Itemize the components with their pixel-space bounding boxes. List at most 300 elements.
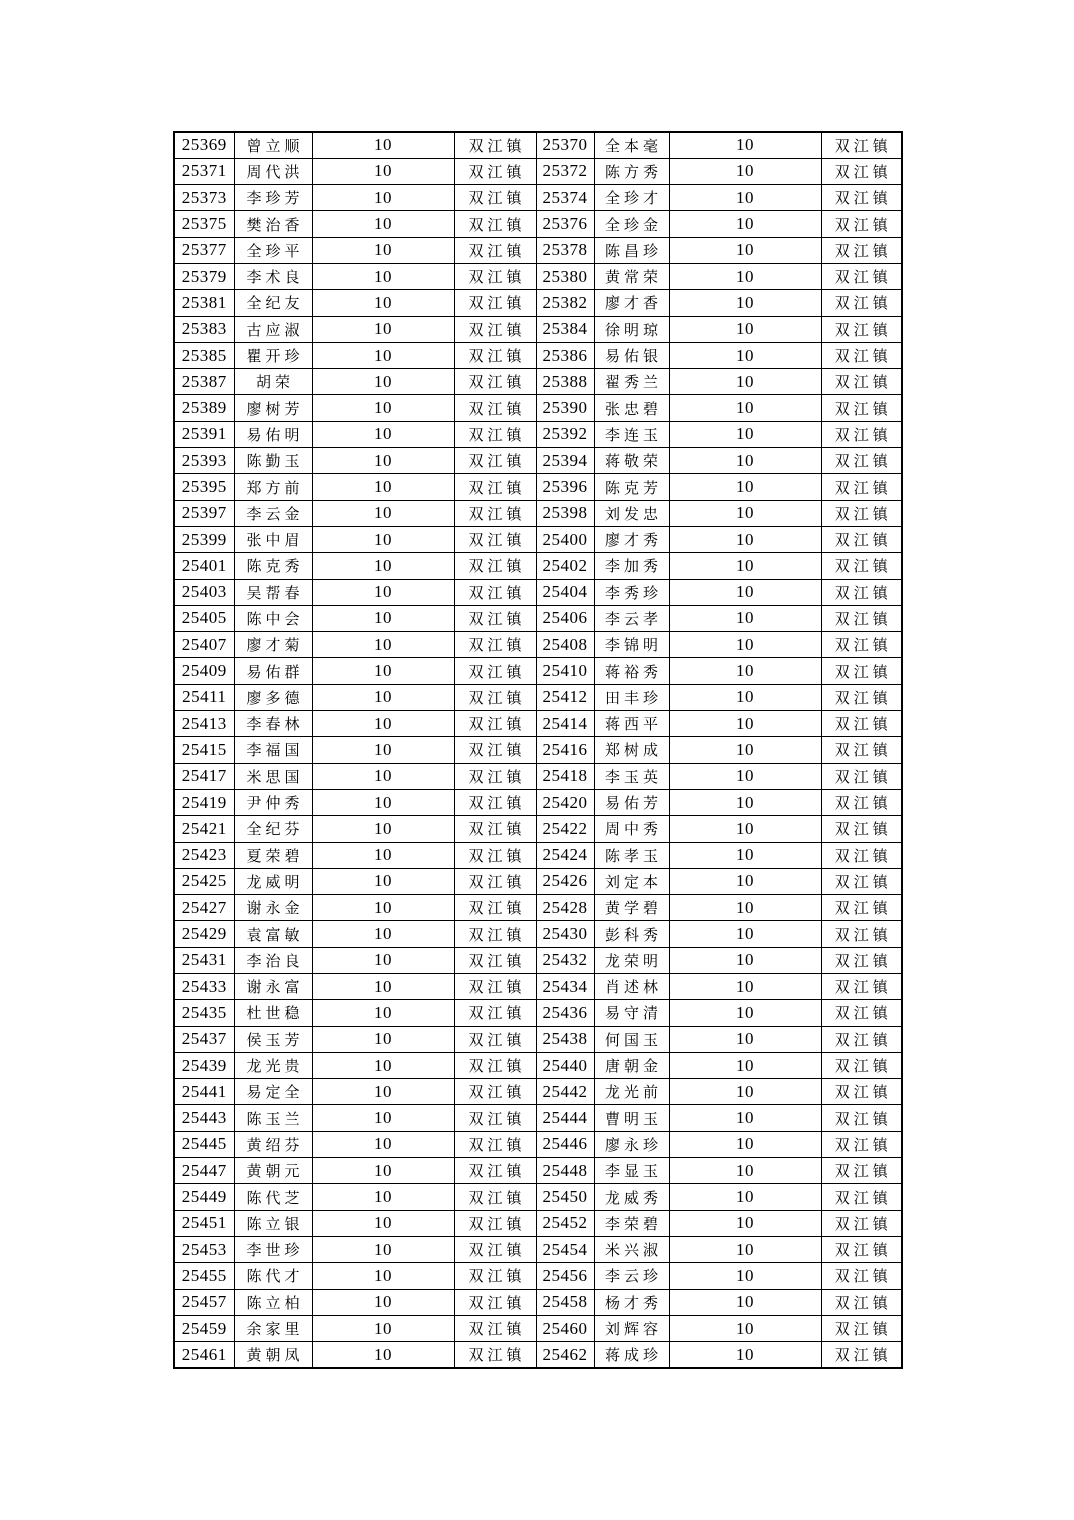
town-cell-right: 双江镇 bbox=[821, 316, 902, 342]
table-row bbox=[174, 895, 902, 921]
score-cell-right: 10 bbox=[669, 1000, 821, 1026]
name-cell-right: 龙威秀 bbox=[594, 1184, 669, 1210]
table-row bbox=[174, 1131, 902, 1157]
serial-number-cell-right: 25454 bbox=[536, 1236, 594, 1262]
serial-number-cell-left: 25425 bbox=[174, 868, 234, 894]
score-cell-right: 10 bbox=[669, 1105, 821, 1131]
serial-number-cell-right: 25446 bbox=[536, 1131, 594, 1157]
name-cell-left: 侯玉芳 bbox=[234, 1026, 312, 1052]
serial-number-cell-right: 25376 bbox=[536, 211, 594, 237]
score-cell-right: 10 bbox=[669, 369, 821, 395]
serial-number-cell-left: 25381 bbox=[174, 290, 234, 316]
town-cell-left: 双江镇 bbox=[454, 1105, 536, 1131]
serial-number-cell-left: 25371 bbox=[174, 158, 234, 184]
table-row bbox=[174, 185, 902, 211]
name-cell-right: 陈方秀 bbox=[594, 158, 669, 184]
score-cell-right: 10 bbox=[669, 290, 821, 316]
name-cell-left: 陈立柏 bbox=[234, 1289, 312, 1315]
serial-number-cell-left: 25391 bbox=[174, 421, 234, 447]
town-cell-left: 双江镇 bbox=[454, 421, 536, 447]
name-cell-right: 翟秀兰 bbox=[594, 369, 669, 395]
serial-number-cell-left: 25437 bbox=[174, 1026, 234, 1052]
serial-number-cell-left: 25405 bbox=[174, 605, 234, 631]
town-cell-left: 双江镇 bbox=[454, 526, 536, 552]
score-cell-left: 10 bbox=[312, 395, 454, 421]
score-cell-left: 10 bbox=[312, 158, 454, 184]
serial-number-cell-left: 25445 bbox=[174, 1131, 234, 1157]
town-cell-right: 双江镇 bbox=[821, 1000, 902, 1026]
serial-number-cell-right: 25370 bbox=[536, 132, 594, 158]
serial-number-cell-right: 25458 bbox=[536, 1289, 594, 1315]
town-cell-left: 双江镇 bbox=[454, 132, 536, 158]
score-cell-left: 10 bbox=[312, 1263, 454, 1289]
score-cell-left: 10 bbox=[312, 237, 454, 263]
town-cell-left: 双江镇 bbox=[454, 185, 536, 211]
town-cell-left: 双江镇 bbox=[454, 500, 536, 526]
score-cell-right: 10 bbox=[669, 789, 821, 815]
serial-number-cell-left: 25399 bbox=[174, 526, 234, 552]
name-cell-left: 李云金 bbox=[234, 500, 312, 526]
score-cell-right: 10 bbox=[669, 395, 821, 421]
score-cell-left: 10 bbox=[312, 1105, 454, 1131]
name-cell-right: 陈克芳 bbox=[594, 474, 669, 500]
table-row bbox=[174, 1026, 902, 1052]
name-cell-right: 李荣碧 bbox=[594, 1210, 669, 1236]
serial-number-cell-right: 25386 bbox=[536, 342, 594, 368]
town-cell-right: 双江镇 bbox=[821, 842, 902, 868]
serial-number-cell-left: 25423 bbox=[174, 842, 234, 868]
score-cell-left: 10 bbox=[312, 816, 454, 842]
serial-number-cell-right: 25436 bbox=[536, 1000, 594, 1026]
table-row bbox=[174, 1263, 902, 1289]
town-cell-left: 双江镇 bbox=[454, 342, 536, 368]
table-row bbox=[174, 737, 902, 763]
score-cell-left: 10 bbox=[312, 605, 454, 631]
score-cell-left: 10 bbox=[312, 684, 454, 710]
name-cell-left: 张中眉 bbox=[234, 526, 312, 552]
name-cell-right: 李显玉 bbox=[594, 1158, 669, 1184]
serial-number-cell-right: 25378 bbox=[536, 237, 594, 263]
table-row bbox=[174, 632, 902, 658]
town-cell-right: 双江镇 bbox=[821, 132, 902, 158]
town-cell-left: 双江镇 bbox=[454, 1210, 536, 1236]
score-cell-right: 10 bbox=[669, 1079, 821, 1105]
score-cell-left: 10 bbox=[312, 842, 454, 868]
town-cell-right: 双江镇 bbox=[821, 1315, 902, 1341]
serial-number-cell-left: 25433 bbox=[174, 974, 234, 1000]
name-cell-right: 徐明琼 bbox=[594, 316, 669, 342]
name-cell-right: 蒋西平 bbox=[594, 711, 669, 737]
name-cell-right: 李锦明 bbox=[594, 632, 669, 658]
serial-number-cell-left: 25439 bbox=[174, 1052, 234, 1078]
town-cell-left: 双江镇 bbox=[454, 842, 536, 868]
name-cell-right: 易佑芳 bbox=[594, 789, 669, 815]
serial-number-cell-right: 25406 bbox=[536, 605, 594, 631]
town-cell-right: 双江镇 bbox=[821, 895, 902, 921]
name-cell-left: 黄绍芬 bbox=[234, 1131, 312, 1157]
serial-number-cell-left: 25409 bbox=[174, 658, 234, 684]
table-row bbox=[174, 474, 902, 500]
serial-number-cell-left: 25447 bbox=[174, 1158, 234, 1184]
serial-number-cell-left: 25441 bbox=[174, 1079, 234, 1105]
town-cell-right: 双江镇 bbox=[821, 1210, 902, 1236]
name-cell-left: 廖树芳 bbox=[234, 395, 312, 421]
name-cell-left: 易佑群 bbox=[234, 658, 312, 684]
score-cell-right: 10 bbox=[669, 737, 821, 763]
name-cell-left: 陈代才 bbox=[234, 1263, 312, 1289]
serial-number-cell-right: 25440 bbox=[536, 1052, 594, 1078]
serial-number-cell-left: 25397 bbox=[174, 500, 234, 526]
name-cell-left: 陈勤玉 bbox=[234, 448, 312, 474]
serial-number-cell-left: 25369 bbox=[174, 132, 234, 158]
name-cell-left: 全纪芬 bbox=[234, 816, 312, 842]
table-row bbox=[174, 842, 902, 868]
town-cell-right: 双江镇 bbox=[821, 263, 902, 289]
town-cell-right: 双江镇 bbox=[821, 868, 902, 894]
name-cell-left: 黄朝凤 bbox=[234, 1342, 312, 1368]
serial-number-cell-right: 25372 bbox=[536, 158, 594, 184]
score-cell-left: 10 bbox=[312, 763, 454, 789]
name-cell-right: 杨才秀 bbox=[594, 1289, 669, 1315]
score-cell-left: 10 bbox=[312, 579, 454, 605]
town-cell-right: 双江镇 bbox=[821, 474, 902, 500]
table-row bbox=[174, 1315, 902, 1341]
serial-number-cell-left: 25459 bbox=[174, 1315, 234, 1341]
table-row bbox=[174, 763, 902, 789]
town-cell-right: 双江镇 bbox=[821, 1105, 902, 1131]
name-cell-right: 李秀珍 bbox=[594, 579, 669, 605]
score-cell-left: 10 bbox=[312, 526, 454, 552]
table-row bbox=[174, 605, 902, 631]
score-cell-right: 10 bbox=[669, 185, 821, 211]
serial-number-cell-left: 25401 bbox=[174, 553, 234, 579]
score-cell-right: 10 bbox=[669, 1342, 821, 1368]
serial-number-cell-left: 25387 bbox=[174, 369, 234, 395]
town-cell-left: 双江镇 bbox=[454, 1184, 536, 1210]
serial-number-cell-left: 25403 bbox=[174, 579, 234, 605]
serial-number-cell-left: 25431 bbox=[174, 947, 234, 973]
town-cell-left: 双江镇 bbox=[454, 895, 536, 921]
serial-number-cell-left: 25377 bbox=[174, 237, 234, 263]
name-cell-left: 李珍芳 bbox=[234, 185, 312, 211]
score-cell-right: 10 bbox=[669, 1315, 821, 1341]
table-row bbox=[174, 1079, 902, 1105]
serial-number-cell-right: 25420 bbox=[536, 789, 594, 815]
town-cell-left: 双江镇 bbox=[454, 974, 536, 1000]
table-row bbox=[174, 1342, 902, 1368]
score-cell-left: 10 bbox=[312, 1315, 454, 1341]
serial-number-cell-right: 25394 bbox=[536, 448, 594, 474]
name-cell-left: 李世珍 bbox=[234, 1236, 312, 1262]
serial-number-cell-right: 25438 bbox=[536, 1026, 594, 1052]
serial-number-cell-right: 25402 bbox=[536, 553, 594, 579]
score-cell-right: 10 bbox=[669, 895, 821, 921]
score-cell-left: 10 bbox=[312, 711, 454, 737]
table-row bbox=[174, 1289, 902, 1315]
name-cell-left: 曾立顺 bbox=[234, 132, 312, 158]
name-cell-right: 曹明玉 bbox=[594, 1105, 669, 1131]
serial-number-cell-right: 25412 bbox=[536, 684, 594, 710]
name-cell-right: 全珍才 bbox=[594, 185, 669, 211]
table-row bbox=[174, 579, 902, 605]
score-cell-right: 10 bbox=[669, 132, 821, 158]
score-cell-right: 10 bbox=[669, 526, 821, 552]
town-cell-right: 双江镇 bbox=[821, 395, 902, 421]
town-cell-right: 双江镇 bbox=[821, 1289, 902, 1315]
score-cell-left: 10 bbox=[312, 290, 454, 316]
town-cell-left: 双江镇 bbox=[454, 237, 536, 263]
score-cell-right: 10 bbox=[669, 1210, 821, 1236]
serial-number-cell-left: 25407 bbox=[174, 632, 234, 658]
town-cell-right: 双江镇 bbox=[821, 658, 902, 684]
serial-number-cell-right: 25400 bbox=[536, 526, 594, 552]
table-row bbox=[174, 500, 902, 526]
name-cell-left: 陈玉兰 bbox=[234, 1105, 312, 1131]
town-cell-right: 双江镇 bbox=[821, 237, 902, 263]
name-cell-left: 李春林 bbox=[234, 711, 312, 737]
score-cell-right: 10 bbox=[669, 921, 821, 947]
town-cell-left: 双江镇 bbox=[454, 553, 536, 579]
town-cell-right: 双江镇 bbox=[821, 1263, 902, 1289]
town-cell-left: 双江镇 bbox=[454, 763, 536, 789]
name-cell-right: 易佑银 bbox=[594, 342, 669, 368]
serial-number-cell-right: 25398 bbox=[536, 500, 594, 526]
score-cell-right: 10 bbox=[669, 1184, 821, 1210]
name-cell-right: 米兴淑 bbox=[594, 1236, 669, 1262]
serial-number-cell-left: 25411 bbox=[174, 684, 234, 710]
score-cell-left: 10 bbox=[312, 921, 454, 947]
score-cell-left: 10 bbox=[312, 185, 454, 211]
town-cell-right: 双江镇 bbox=[821, 605, 902, 631]
score-cell-left: 10 bbox=[312, 1210, 454, 1236]
name-cell-left: 樊治香 bbox=[234, 211, 312, 237]
town-cell-left: 双江镇 bbox=[454, 211, 536, 237]
name-cell-right: 刘辉容 bbox=[594, 1315, 669, 1341]
roster-table bbox=[173, 131, 903, 1369]
name-cell-right: 蒋成珍 bbox=[594, 1342, 669, 1368]
town-cell-right: 双江镇 bbox=[821, 1026, 902, 1052]
name-cell-left: 陈代芝 bbox=[234, 1184, 312, 1210]
table-row bbox=[174, 158, 902, 184]
score-cell-left: 10 bbox=[312, 1184, 454, 1210]
town-cell-right: 双江镇 bbox=[821, 369, 902, 395]
score-cell-right: 10 bbox=[669, 763, 821, 789]
table-row bbox=[174, 263, 902, 289]
town-cell-right: 双江镇 bbox=[821, 921, 902, 947]
name-cell-right: 蒋敬荣 bbox=[594, 448, 669, 474]
score-cell-left: 10 bbox=[312, 947, 454, 973]
town-cell-right: 双江镇 bbox=[821, 290, 902, 316]
town-cell-right: 双江镇 bbox=[821, 711, 902, 737]
score-cell-left: 10 bbox=[312, 316, 454, 342]
town-cell-right: 双江镇 bbox=[821, 342, 902, 368]
serial-number-cell-right: 25432 bbox=[536, 947, 594, 973]
town-cell-left: 双江镇 bbox=[454, 868, 536, 894]
serial-number-cell-right: 25414 bbox=[536, 711, 594, 737]
score-cell-right: 10 bbox=[669, 263, 821, 289]
table-row bbox=[174, 868, 902, 894]
serial-number-cell-left: 25417 bbox=[174, 763, 234, 789]
score-cell-right: 10 bbox=[669, 553, 821, 579]
score-cell-right: 10 bbox=[669, 474, 821, 500]
name-cell-left: 陈立银 bbox=[234, 1210, 312, 1236]
score-cell-right: 10 bbox=[669, 579, 821, 605]
town-cell-right: 双江镇 bbox=[821, 947, 902, 973]
town-cell-right: 双江镇 bbox=[821, 816, 902, 842]
score-cell-left: 10 bbox=[312, 369, 454, 395]
town-cell-left: 双江镇 bbox=[454, 474, 536, 500]
serial-number-cell-left: 25373 bbox=[174, 185, 234, 211]
serial-number-cell-right: 25462 bbox=[536, 1342, 594, 1368]
town-cell-left: 双江镇 bbox=[454, 632, 536, 658]
score-cell-right: 10 bbox=[669, 316, 821, 342]
table-row bbox=[174, 395, 902, 421]
serial-number-cell-left: 25449 bbox=[174, 1184, 234, 1210]
town-cell-right: 双江镇 bbox=[821, 763, 902, 789]
name-cell-right: 易守清 bbox=[594, 1000, 669, 1026]
score-cell-left: 10 bbox=[312, 553, 454, 579]
table-row bbox=[174, 1052, 902, 1078]
name-cell-right: 何国玉 bbox=[594, 1026, 669, 1052]
score-cell-right: 10 bbox=[669, 211, 821, 237]
town-cell-left: 双江镇 bbox=[454, 1000, 536, 1026]
score-cell-left: 10 bbox=[312, 263, 454, 289]
town-cell-left: 双江镇 bbox=[454, 789, 536, 815]
name-cell-right: 陈昌珍 bbox=[594, 237, 669, 263]
score-cell-left: 10 bbox=[312, 448, 454, 474]
name-cell-left: 吴帮春 bbox=[234, 579, 312, 605]
serial-number-cell-left: 25421 bbox=[174, 816, 234, 842]
town-cell-right: 双江镇 bbox=[821, 158, 902, 184]
table-row bbox=[174, 1105, 902, 1131]
town-cell-right: 双江镇 bbox=[821, 632, 902, 658]
name-cell-right: 陈孝玉 bbox=[594, 842, 669, 868]
town-cell-left: 双江镇 bbox=[454, 263, 536, 289]
serial-number-cell-left: 25375 bbox=[174, 211, 234, 237]
serial-number-cell-left: 25453 bbox=[174, 1236, 234, 1262]
score-cell-right: 10 bbox=[669, 500, 821, 526]
serial-number-cell-left: 25427 bbox=[174, 895, 234, 921]
town-cell-right: 双江镇 bbox=[821, 448, 902, 474]
serial-number-cell-right: 25384 bbox=[536, 316, 594, 342]
serial-number-cell-left: 25389 bbox=[174, 395, 234, 421]
name-cell-left: 郑方前 bbox=[234, 474, 312, 500]
name-cell-right: 刘定本 bbox=[594, 868, 669, 894]
name-cell-left: 夏荣碧 bbox=[234, 842, 312, 868]
town-cell-right: 双江镇 bbox=[821, 1342, 902, 1368]
score-cell-right: 10 bbox=[669, 1289, 821, 1315]
serial-number-cell-right: 25404 bbox=[536, 579, 594, 605]
serial-number-cell-right: 25456 bbox=[536, 1263, 594, 1289]
name-cell-right: 唐朝金 bbox=[594, 1052, 669, 1078]
table-row bbox=[174, 1184, 902, 1210]
town-cell-right: 双江镇 bbox=[821, 974, 902, 1000]
score-cell-right: 10 bbox=[669, 158, 821, 184]
name-cell-right: 黄常荣 bbox=[594, 263, 669, 289]
table-row bbox=[174, 237, 902, 263]
town-cell-right: 双江镇 bbox=[821, 1184, 902, 1210]
serial-number-cell-right: 25424 bbox=[536, 842, 594, 868]
score-cell-left: 10 bbox=[312, 1236, 454, 1262]
name-cell-right: 黄学碧 bbox=[594, 895, 669, 921]
serial-number-cell-right: 25452 bbox=[536, 1210, 594, 1236]
score-cell-right: 10 bbox=[669, 237, 821, 263]
town-cell-right: 双江镇 bbox=[821, 579, 902, 605]
serial-number-cell-right: 25444 bbox=[536, 1105, 594, 1131]
score-cell-left: 10 bbox=[312, 1342, 454, 1368]
score-cell-left: 10 bbox=[312, 1158, 454, 1184]
name-cell-right: 龙荣明 bbox=[594, 947, 669, 973]
name-cell-left: 廖才菊 bbox=[234, 632, 312, 658]
town-cell-left: 双江镇 bbox=[454, 158, 536, 184]
score-cell-right: 10 bbox=[669, 816, 821, 842]
serial-number-cell-left: 25455 bbox=[174, 1263, 234, 1289]
name-cell-left: 黄朝元 bbox=[234, 1158, 312, 1184]
serial-number-cell-left: 25395 bbox=[174, 474, 234, 500]
name-cell-left: 谢永富 bbox=[234, 974, 312, 1000]
name-cell-right: 李云珍 bbox=[594, 1263, 669, 1289]
score-cell-left: 10 bbox=[312, 132, 454, 158]
serial-number-cell-left: 25457 bbox=[174, 1289, 234, 1315]
name-cell-right: 郑树成 bbox=[594, 737, 669, 763]
name-cell-left: 瞿开珍 bbox=[234, 342, 312, 368]
town-cell-left: 双江镇 bbox=[454, 737, 536, 763]
town-cell-right: 双江镇 bbox=[821, 211, 902, 237]
serial-number-cell-left: 25419 bbox=[174, 789, 234, 815]
serial-number-cell-right: 25450 bbox=[536, 1184, 594, 1210]
town-cell-left: 双江镇 bbox=[454, 1052, 536, 1078]
town-cell-left: 双江镇 bbox=[454, 1026, 536, 1052]
town-cell-left: 双江镇 bbox=[454, 1289, 536, 1315]
score-cell-right: 10 bbox=[669, 1236, 821, 1262]
serial-number-cell-right: 25380 bbox=[536, 263, 594, 289]
score-cell-left: 10 bbox=[312, 1131, 454, 1157]
serial-number-cell-right: 25442 bbox=[536, 1079, 594, 1105]
name-cell-left: 李福国 bbox=[234, 737, 312, 763]
town-cell-right: 双江镇 bbox=[821, 1236, 902, 1262]
serial-number-cell-left: 25435 bbox=[174, 1000, 234, 1026]
score-cell-right: 10 bbox=[669, 947, 821, 973]
name-cell-left: 李术良 bbox=[234, 263, 312, 289]
table-row bbox=[174, 816, 902, 842]
table-row bbox=[174, 921, 902, 947]
name-cell-left: 米思国 bbox=[234, 763, 312, 789]
name-cell-right: 蒋裕秀 bbox=[594, 658, 669, 684]
town-cell-left: 双江镇 bbox=[454, 921, 536, 947]
name-cell-left: 全纪友 bbox=[234, 290, 312, 316]
name-cell-left: 全珍平 bbox=[234, 237, 312, 263]
score-cell-right: 10 bbox=[669, 448, 821, 474]
name-cell-left: 杜世稳 bbox=[234, 1000, 312, 1026]
name-cell-left: 古应淑 bbox=[234, 316, 312, 342]
town-cell-left: 双江镇 bbox=[454, 1236, 536, 1262]
table-row bbox=[174, 684, 902, 710]
score-cell-right: 10 bbox=[669, 632, 821, 658]
town-cell-right: 双江镇 bbox=[821, 526, 902, 552]
serial-number-cell-right: 25416 bbox=[536, 737, 594, 763]
name-cell-left: 余家里 bbox=[234, 1315, 312, 1341]
name-cell-right: 廖才香 bbox=[594, 290, 669, 316]
name-cell-right: 全珍金 bbox=[594, 211, 669, 237]
town-cell-right: 双江镇 bbox=[821, 1131, 902, 1157]
score-cell-left: 10 bbox=[312, 895, 454, 921]
serial-number-cell-right: 25382 bbox=[536, 290, 594, 316]
table-row bbox=[174, 1236, 902, 1262]
table-row bbox=[174, 553, 902, 579]
name-cell-right: 廖永珍 bbox=[594, 1131, 669, 1157]
name-cell-left: 龙威明 bbox=[234, 868, 312, 894]
serial-number-cell-left: 25383 bbox=[174, 316, 234, 342]
